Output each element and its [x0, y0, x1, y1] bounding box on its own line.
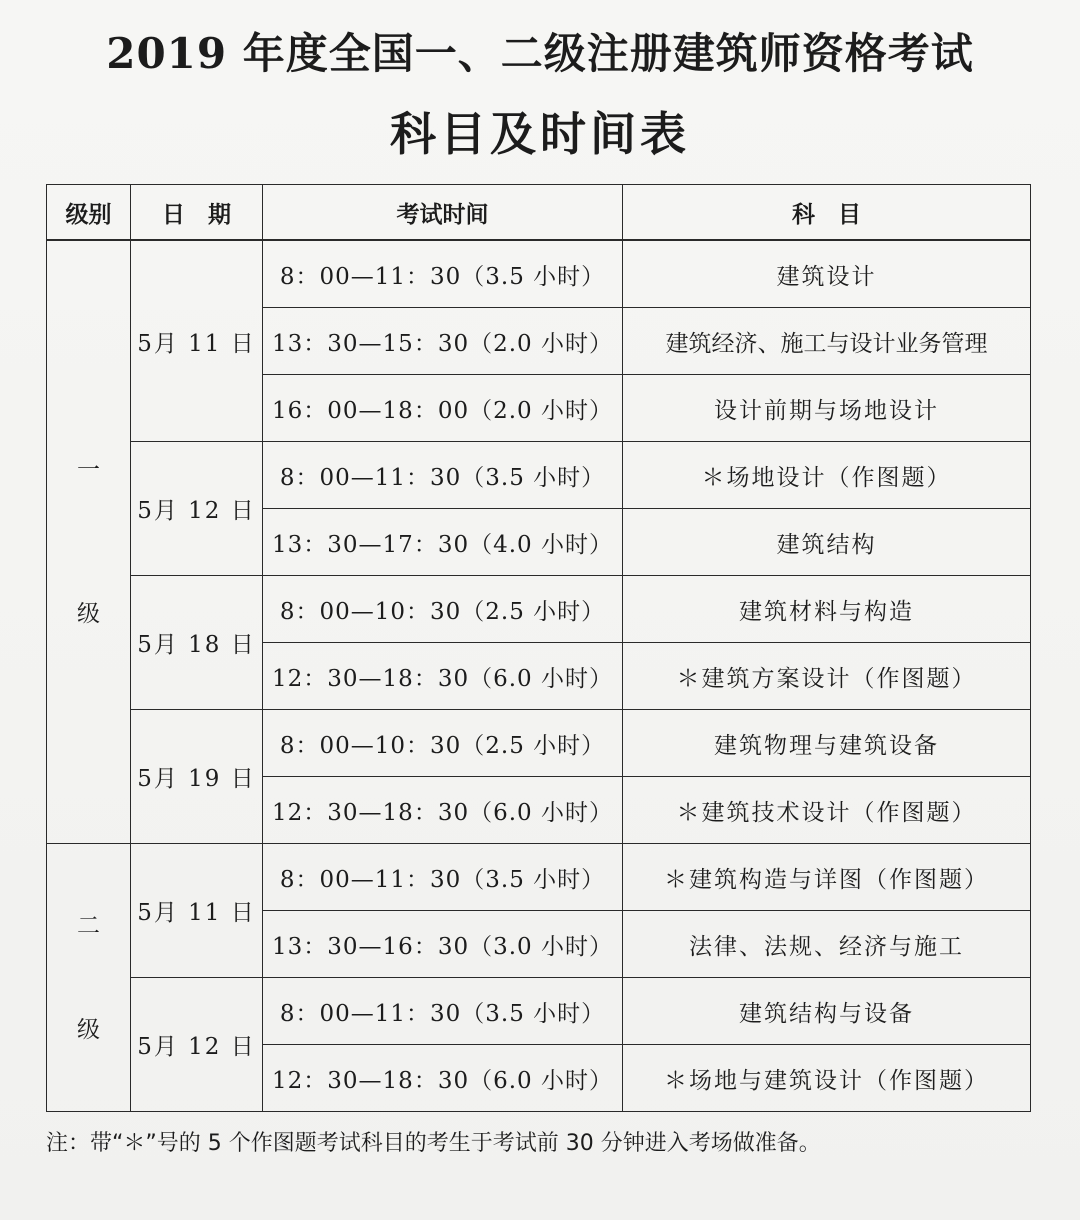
subject-cell: ＊建筑方案设计（作图题）	[623, 643, 1031, 710]
date-cell: 5月 12 日	[131, 978, 263, 1112]
time-cell: 13：30—15：30（2.0 小时）	[263, 308, 623, 375]
table-row	[47, 442, 1031, 509]
exam-schedule-table	[46, 184, 1031, 1112]
time-cell: 12：30—18：30（6.0 小时）	[263, 643, 623, 710]
level-cell-1	[47, 240, 131, 844]
time-cell: 8：00—11：30（3.5 小时）	[263, 442, 623, 509]
subject-cell: ＊建筑构造与详图（作图题）	[623, 844, 1031, 911]
subject-cell: 建筑材料与构造	[623, 576, 1031, 643]
subject-cell: 建筑设计	[623, 240, 1031, 308]
time-cell: 16：00—18：00（2.0 小时）	[263, 375, 623, 442]
header-subject: 科 目	[623, 185, 1031, 241]
subject-cell: 建筑结构与设备	[623, 978, 1031, 1045]
subject-cell: 建筑结构	[623, 509, 1031, 576]
subject-cell: ＊场地设计（作图题）	[623, 442, 1031, 509]
table-row	[47, 240, 1031, 308]
time-cell: 8：00—11：30（3.5 小时）	[263, 978, 623, 1045]
document-title: 2019 年度全国一、二级注册建筑师资格考试	[106, 29, 974, 78]
subject-cell: 设计前期与场地设计	[623, 375, 1031, 442]
date-cell: 5月 18 日	[131, 576, 263, 710]
time-cell: 13：30—16：30（3.0 小时）	[263, 911, 623, 978]
level-2-top: 二	[77, 912, 100, 939]
level-2-bottom: 级	[77, 1016, 100, 1043]
level-gap	[47, 943, 130, 1013]
subject-cell: 建筑物理与建筑设备	[623, 710, 1031, 777]
subject-cell: 法律、法规、经济与施工	[623, 911, 1031, 978]
time-cell: 8：00—11：30（3.5 小时）	[263, 240, 623, 308]
time-cell: 8：00—10：30（2.5 小时）	[263, 576, 623, 643]
table-row	[47, 978, 1031, 1045]
header-level: 级别	[47, 185, 131, 241]
date-cell: 5月 12 日	[131, 442, 263, 576]
time-cell: 8：00—11：30（3.5 小时）	[263, 844, 623, 911]
subject-cell: 建筑经济、施工与设计业务管理	[623, 308, 1031, 375]
time-cell: 13：30—17：30（4.0 小时）	[263, 509, 623, 576]
level-cell-2	[47, 844, 131, 1112]
document-subtitle: 科目及时间表	[390, 107, 690, 161]
time-cell: 12：30—18：30（6.0 小时）	[263, 1045, 623, 1112]
date-cell: 5月 19 日	[131, 710, 263, 844]
level-1-bottom: 级	[77, 601, 100, 627]
subject-cell: ＊建筑技术设计（作图题）	[623, 777, 1031, 844]
footnote: 注：带“＊”号的 5 个作图题考试科目的考生于考试前 30 分钟进入考场做准备。	[46, 1131, 821, 1156]
date-cell: 5月 11 日	[131, 844, 263, 978]
level-gap	[47, 487, 130, 597]
date-cell: 5月 11 日	[131, 240, 263, 442]
table-row	[47, 710, 1031, 777]
table-row	[47, 576, 1031, 643]
time-cell: 12：30—18：30（6.0 小时）	[263, 777, 623, 844]
level-1-top: 一	[77, 457, 100, 483]
table-header-row	[47, 185, 1031, 241]
subject-cell: ＊场地与建筑设计（作图题）	[623, 1045, 1031, 1112]
header-time: 考试时间	[263, 185, 623, 241]
header-date: 日 期	[131, 185, 263, 241]
table-row	[47, 844, 1031, 911]
time-cell: 8：00—10：30（2.5 小时）	[263, 710, 623, 777]
